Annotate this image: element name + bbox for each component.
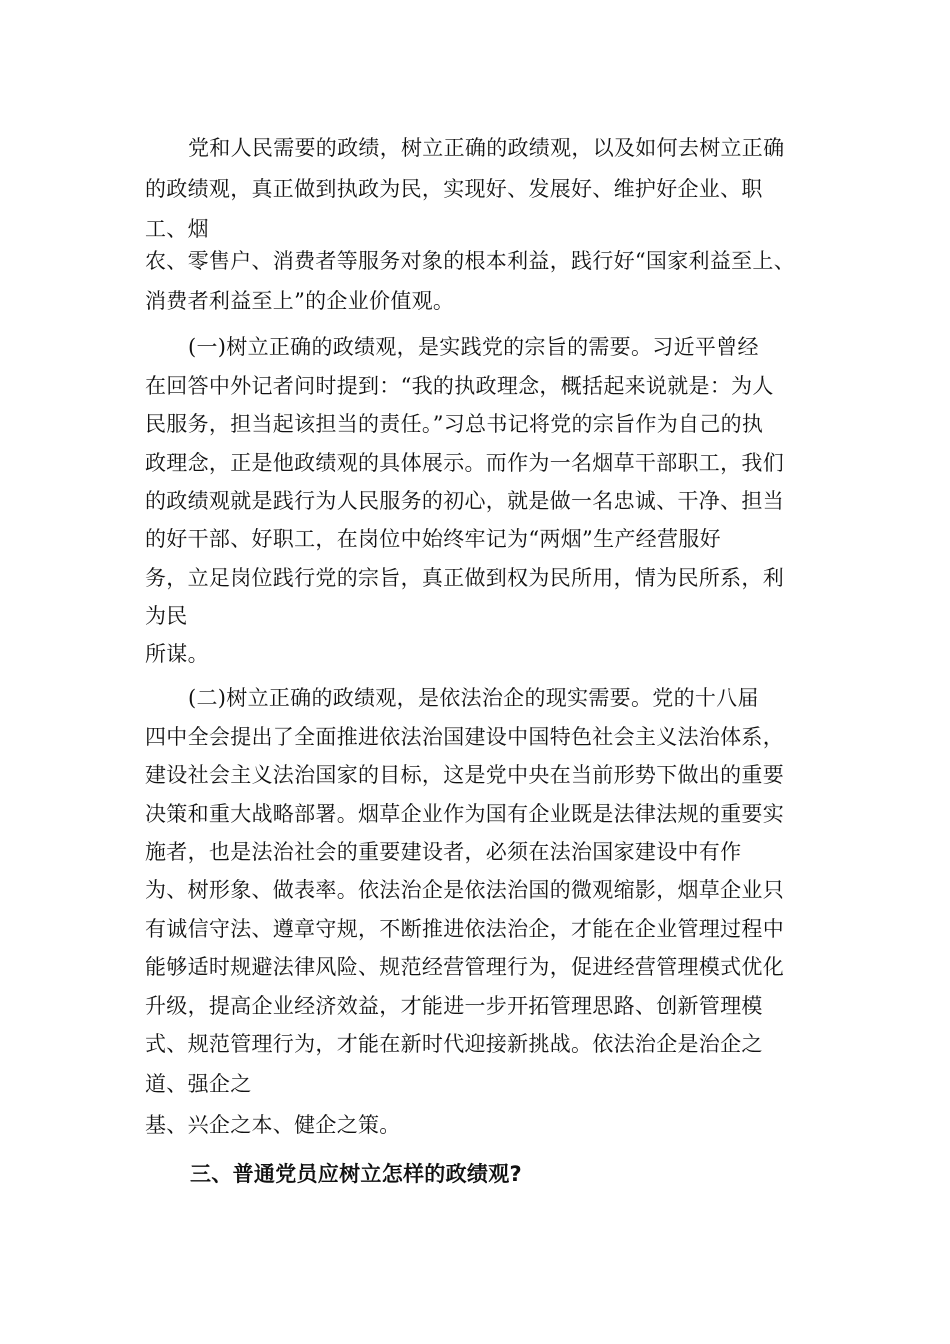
text-line: 施者，也是法治社会的重要建设者，必须在法治国家建设中有作 <box>145 840 742 864</box>
text-line: 基、兴企之本、健企之策。 <box>145 1113 401 1137</box>
text-line: 在回答中外记者问时提到：“我的执政理念，概括起来说就是：为人 <box>145 374 774 398</box>
text-line: 能够适时规避法律风险、规范经营管理行为，促进经营管理模式优化 <box>145 955 784 979</box>
text-line: 所谋。 <box>145 642 209 666</box>
text-line: 民服务，担当起该担当的责任。”习总书记将党的宗旨作为自己的执 <box>145 412 764 436</box>
text-line: 有诚信守法、遵章守规，不断推进依法治企，才能在企业管理过程中 <box>145 917 784 941</box>
text-line: (二)树立正确的政绩观，是依法治企的现实需要。党的十八届 <box>188 686 759 710</box>
text-line: 的好干部、好职工，在岗位中始终牢记为“两烟”生产经营服好 <box>145 527 721 551</box>
text-line: 工、烟 <box>145 217 209 241</box>
text-line: 的政绩观，真正做到执政为民，实现好、发展好、维护好企业、职 <box>145 177 763 201</box>
text-line: 农、零售户、消费者等服务对象的根本利益，践行好“国家利益至上、 <box>145 249 796 273</box>
text-line: 决策和重大战略部署。烟草企业作为国有企业既是法律法规的重要实 <box>145 802 784 826</box>
text-line: 四中全会提出了全面推进依法治国建设中国特色社会主义法治体系， <box>145 725 784 749</box>
text-line: 为、树形象、做表率。依法治企是依法治国的微观缩影，烟草企业只 <box>145 878 784 902</box>
section-heading: 三、普通党员应树立怎样的政绩观? <box>190 1162 522 1186</box>
text-line: 务，立足岗位践行党的宗旨，真正做到权为民所用，情为民所系，利 <box>145 566 784 590</box>
text-line: 党和人民需要的政绩，树立正确的政绩观，以及如何去树立正确 <box>188 136 785 160</box>
text-line: 消费者利益至上”的企业价值观。 <box>145 289 455 313</box>
text-line: 道、强企之 <box>145 1072 252 1096</box>
text-line: 为民 <box>145 604 188 628</box>
text-line: 升级，提高企业经济效益，才能进一步开拓管理思路、创新管理模 <box>145 994 763 1018</box>
text-line: 的政绩观就是践行为人民服务的初心，就是做一名忠诚、干净、担当 <box>145 489 784 513</box>
text-line: 式、规范管理行为，才能在新时代迎接新挑战。依法治企是治企之 <box>145 1032 763 1056</box>
text-line: 政理念，正是他政绩观的具体展示。而作为一名烟草干部职工，我们 <box>145 451 784 475</box>
text-line: (一)树立正确的政绩观，是实践党的宗旨的需要。习近平曾经 <box>188 335 759 359</box>
text-line: 建设社会主义法治国家的目标，这是党中央在当前形势下做出的重要 <box>145 763 784 787</box>
